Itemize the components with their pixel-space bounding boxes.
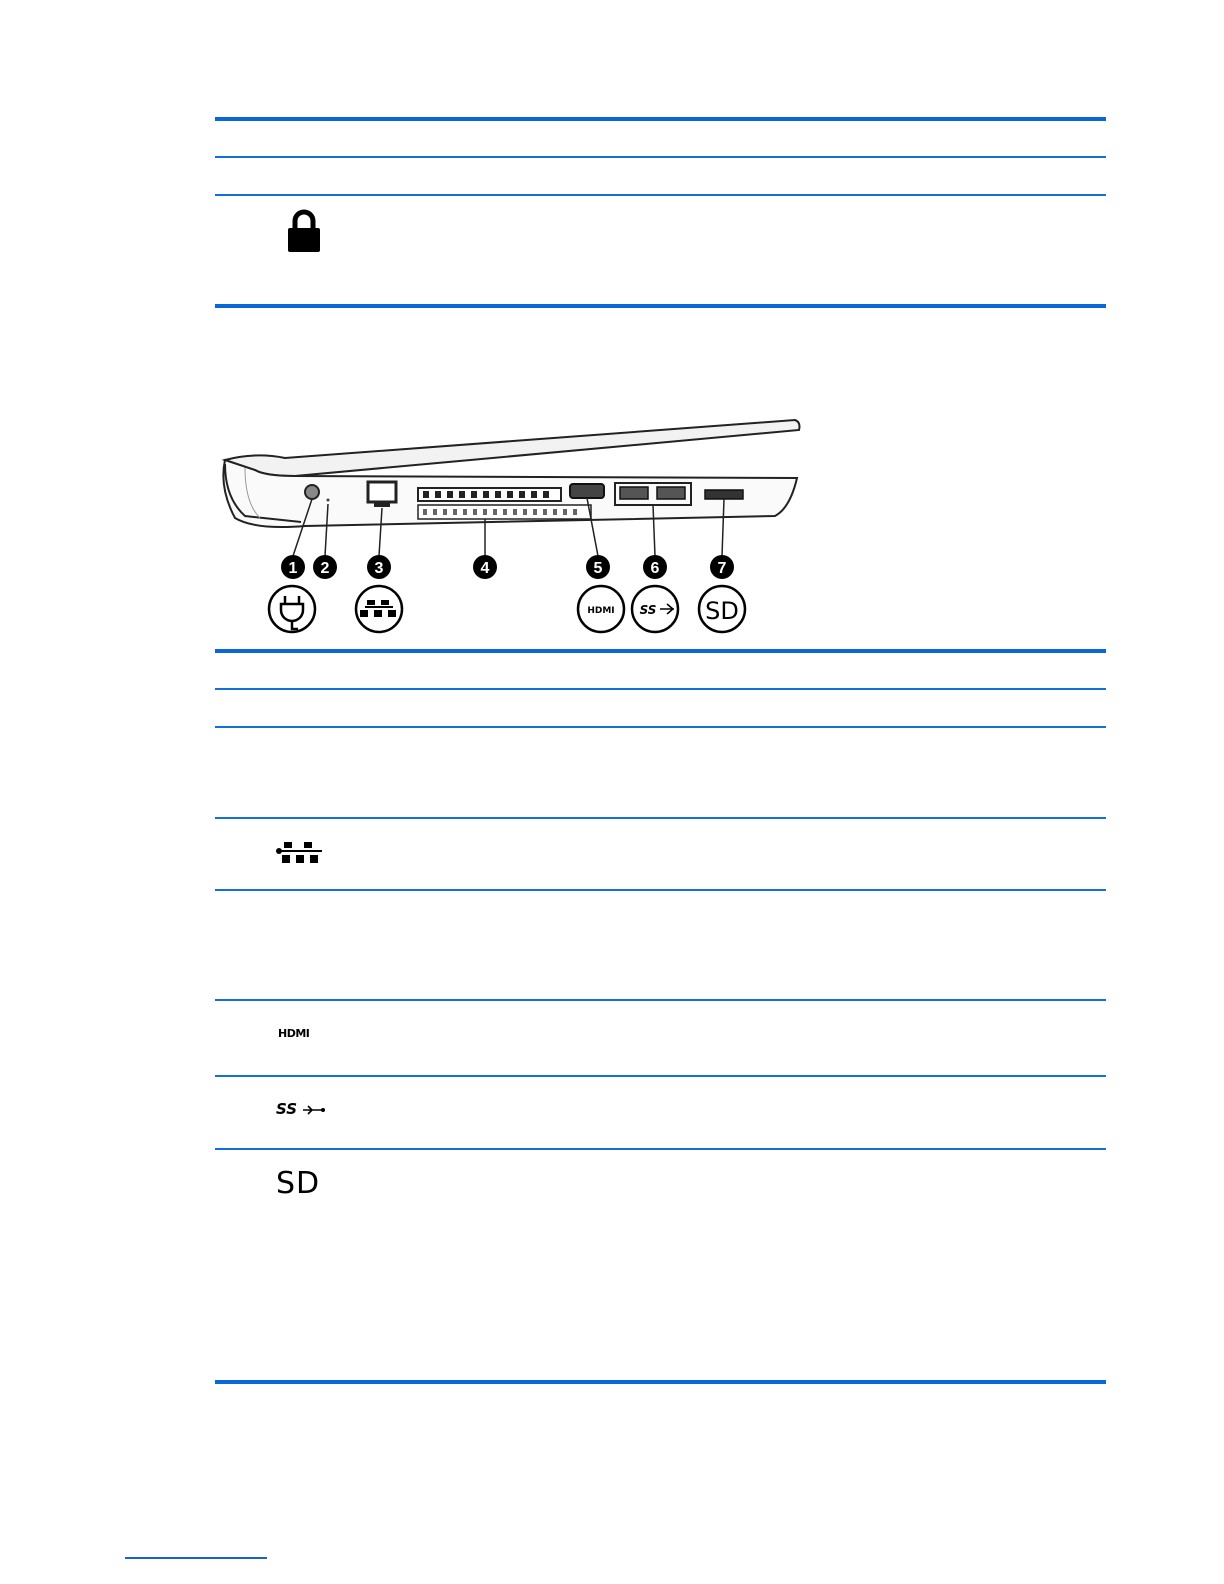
callout-3-label: 3 [374, 560, 384, 577]
table2-header-divider [215, 688, 1106, 690]
usb-ss-icon [276, 1100, 326, 1118]
hdmi-port-shape [570, 484, 604, 498]
table2-row-divider-2 [215, 817, 1106, 819]
usb-port-2-shape [657, 487, 685, 499]
usb-ss-icon-text: SS [639, 603, 657, 617]
laptop-left-side-figure [215, 408, 810, 643]
table2-row-divider-3 [215, 889, 1106, 891]
ethernet-icon [356, 586, 402, 632]
hdmi-icon-text: HDMI [587, 606, 615, 616]
callout-6-label: 6 [650, 560, 660, 577]
usb-port-1-shape [620, 487, 648, 499]
power-light-shape [327, 499, 330, 502]
callout-1-label: 1 [288, 560, 298, 577]
table2-bottom-border [215, 1380, 1106, 1384]
table-header-divider [215, 156, 1106, 158]
ethernet-icon [276, 842, 324, 864]
lock-icon [286, 208, 322, 254]
sd-slot-shape [705, 490, 743, 499]
callout-2-label: 2 [320, 560, 330, 577]
usb-trident-icon [302, 1104, 326, 1116]
callout-4-label: 4 [480, 560, 490, 577]
table-bottom-border [215, 304, 1106, 308]
table-row-divider [215, 194, 1106, 196]
table-top-border [215, 117, 1106, 121]
usb-ss-icon-text: SS [276, 1100, 298, 1118]
table2-row-divider-4 [215, 999, 1106, 1001]
hdmi-icon: HDMI [278, 1027, 310, 1040]
callout-7-label: 7 [717, 560, 727, 577]
table2-row-divider-1 [215, 726, 1106, 728]
table2-row-divider-6 [215, 1148, 1106, 1150]
table2-top-border [215, 649, 1106, 653]
table2-row-divider-5 [215, 1075, 1106, 1077]
sd-icon-text: SD [705, 597, 739, 625]
callout-5-label: 5 [593, 560, 603, 577]
power-connector-shape [305, 485, 319, 499]
footer-rule [125, 1557, 267, 1559]
rj45-jack-shape [368, 482, 396, 502]
sd-card-icon: SD [276, 1166, 321, 1201]
